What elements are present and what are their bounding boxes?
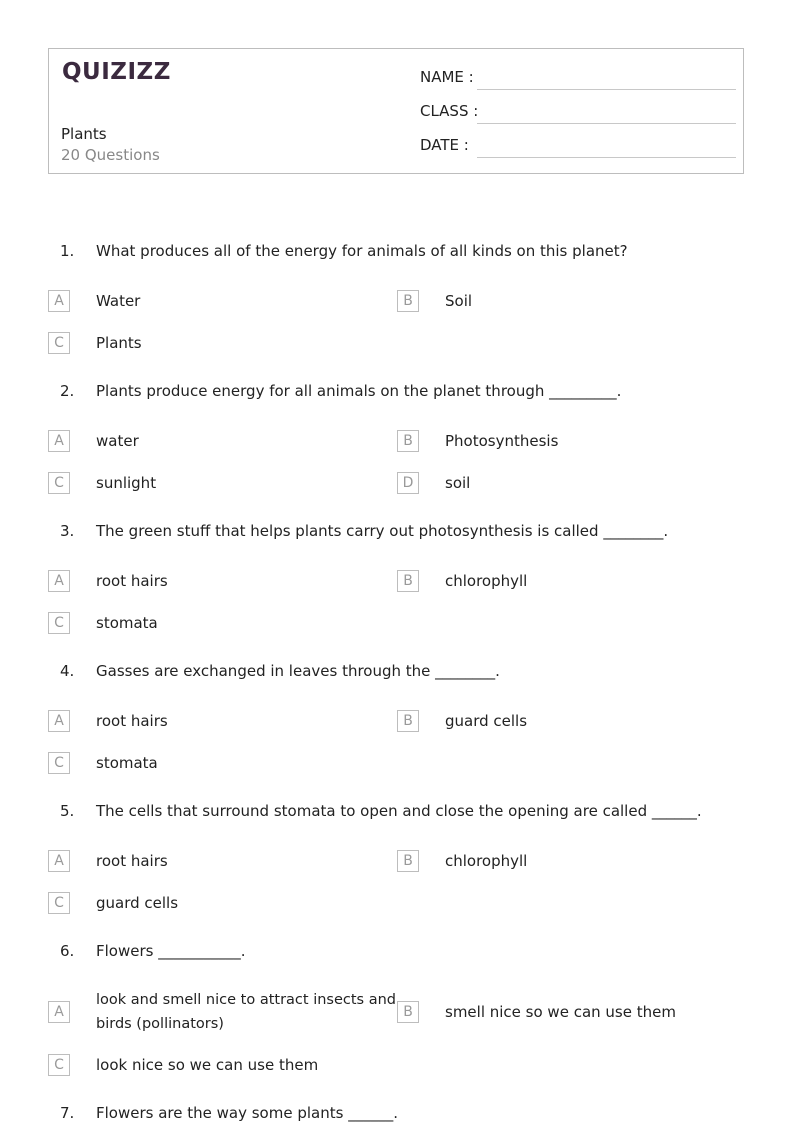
worksheet-header bbox=[48, 48, 744, 174]
option-letter-box[interactable]: C bbox=[48, 1054, 70, 1076]
question-number: 2. bbox=[60, 382, 75, 400]
option-letter-box[interactable]: A bbox=[48, 1001, 70, 1023]
question-text: Gasses are exchanged in leaves through the ________. bbox=[96, 662, 500, 680]
date-line[interactable] bbox=[477, 157, 736, 158]
name-field[interactable] bbox=[420, 68, 736, 90]
option-text: root hairs bbox=[96, 572, 168, 590]
option-text: smell nice so we can use them bbox=[445, 1003, 676, 1021]
option-text: soil bbox=[445, 474, 471, 492]
option-letter-box[interactable]: C bbox=[48, 612, 70, 634]
question-number: 3. bbox=[60, 522, 75, 540]
date-field[interactable] bbox=[420, 136, 736, 158]
option-text: stomata bbox=[96, 614, 158, 632]
option-letter-box[interactable]: D bbox=[397, 472, 419, 494]
option-letter-box[interactable]: A bbox=[48, 570, 70, 592]
option-text: look nice so we can use them bbox=[96, 1056, 319, 1074]
option-letter-box[interactable]: A bbox=[48, 850, 70, 872]
question-text: Flowers are the way some plants ______. bbox=[96, 1104, 398, 1122]
question-number: 6. bbox=[60, 942, 75, 960]
option-letter-box[interactable]: A bbox=[48, 710, 70, 732]
option-letter-box[interactable]: B bbox=[397, 850, 419, 872]
option-text: chlorophyll bbox=[445, 852, 528, 870]
option-letter-box[interactable]: B bbox=[397, 290, 419, 312]
question-number: 1. bbox=[60, 242, 75, 260]
option-text: Water bbox=[96, 292, 141, 310]
option-letter-box[interactable]: A bbox=[48, 430, 70, 452]
worksheet-title: Plants bbox=[61, 125, 107, 143]
option-text: Photosynthesis bbox=[445, 432, 559, 450]
question-text: The cells that surround stomata to open and close the opening are called ______. bbox=[96, 802, 702, 820]
question-count: 20 Questions bbox=[61, 146, 160, 164]
question-number: 5. bbox=[60, 802, 75, 820]
class-line[interactable] bbox=[477, 123, 736, 124]
option-letter-box[interactable]: C bbox=[48, 472, 70, 494]
option-text: guard cells bbox=[96, 894, 179, 912]
option-letter-box[interactable]: B bbox=[397, 710, 419, 732]
name-line[interactable] bbox=[477, 89, 736, 90]
option-text: Plants bbox=[96, 334, 142, 352]
option-letter-box[interactable]: B bbox=[397, 430, 419, 452]
question-text: What produces all of the energy for animals of all kinds on this planet? bbox=[96, 242, 628, 260]
option-letter-box[interactable]: C bbox=[48, 892, 70, 914]
option-letter-box[interactable]: B bbox=[397, 570, 419, 592]
option-text: water bbox=[96, 432, 139, 450]
question-number: 7. bbox=[60, 1104, 75, 1122]
question-text: The green stuff that helps plants carry out photosynthesis is called ________. bbox=[96, 522, 669, 540]
name-label: NAME : bbox=[420, 68, 474, 86]
option-text: root hairs bbox=[96, 712, 168, 730]
option-letter-box[interactable]: C bbox=[48, 332, 70, 354]
option-text: chlorophyll bbox=[445, 572, 528, 590]
question-number: 4. bbox=[60, 662, 75, 680]
option-text: look and smell nice to attract insects and birds (pollinators) bbox=[96, 992, 396, 1032]
question-text: Plants produce energy for all animals on the planet through _________. bbox=[96, 382, 622, 400]
option-text: stomata bbox=[96, 754, 158, 772]
option-letter-box[interactable]: B bbox=[397, 1001, 419, 1023]
option-text: Soil bbox=[445, 292, 473, 310]
question-text: Flowers ___________. bbox=[96, 942, 246, 960]
quizizz-logo: QUIZIZZ bbox=[62, 59, 171, 85]
option-letter-box[interactable]: C bbox=[48, 752, 70, 774]
class-label: CLASS : bbox=[420, 102, 479, 120]
class-field[interactable] bbox=[420, 102, 736, 124]
option-text: root hairs bbox=[96, 852, 168, 870]
option-letter-box[interactable]: A bbox=[48, 290, 70, 312]
option-text: sunlight bbox=[96, 474, 157, 492]
date-label: DATE : bbox=[420, 136, 469, 154]
option-text: guard cells bbox=[445, 712, 528, 730]
